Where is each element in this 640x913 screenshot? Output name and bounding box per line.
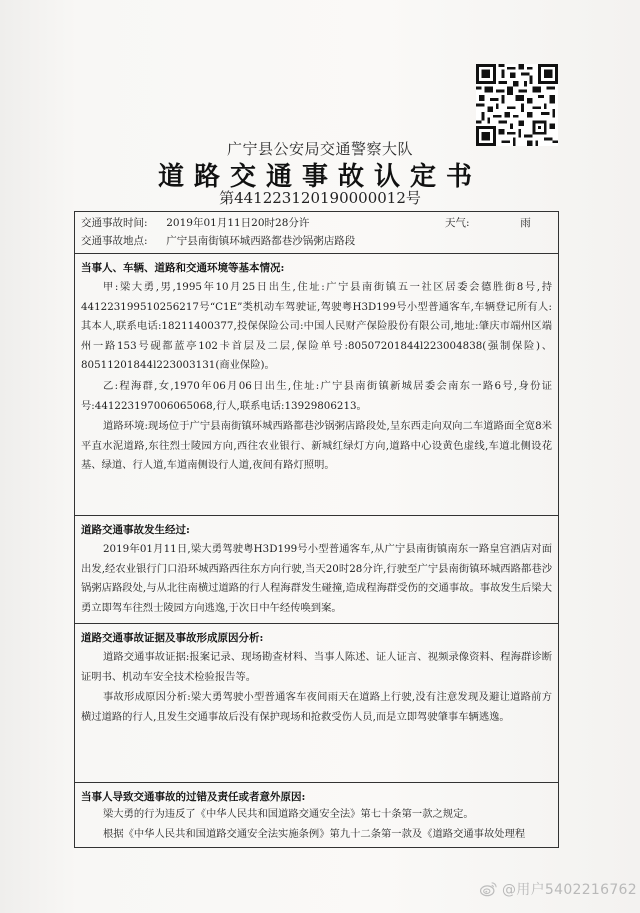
party-b-info: 乙:程海群,女,1970年06月06日出生,住址:广宁县南街镇新城居委会南东一路6号,身份证号:441223197006065068,行人,联系电话:13929806213。	[81, 380, 552, 412]
section-basic-info-title: 当事人、车辆、道路和交通环境等基本情况:	[81, 262, 285, 274]
weibo-icon	[480, 881, 498, 897]
accident-place-label: 交通事故地点:	[81, 235, 148, 247]
accident-time-row	[81, 216, 309, 230]
qr-code	[476, 64, 558, 146]
party-a-info: 甲:梁大勇,男,1995年10月25日出生,住址:广宁县南街镇五一社区居委会德胜街8号,持441223199510256217号“C1E”类机动车驾驶证,驾驶粤H3D199号小型普通客车,车辆登记所有人:其本人,联系电话:18211400377,投保保险公司:中国人民财产保险股份有限公司,地址:肇庆市端州区端州一路153号砚都蓝亭102卡首层及二层,保险单号:80507201844l223004838(强制保险)、80511201844l223003131(商业保险)。	[81, 281, 552, 372]
section-evidence-title: 道路交通事故证据及事故形成原因分析:	[81, 632, 264, 644]
fault-line-1: 梁大勇的行为违反了《中华人民共和国道路交通安全法》第七十条第一款之规定。	[103, 808, 474, 820]
section-evidence	[75, 623, 558, 782]
qr-code-icon	[476, 64, 558, 146]
accident-place-value: 广宁县南街镇环城西路都巷沙锅粥店路段	[166, 235, 356, 247]
accident-time-label: 交通事故时间:	[81, 217, 148, 229]
weibo-watermark	[480, 879, 637, 899]
section-fault-title: 当事人导致交通事故的过错及责任或者意外原因:	[81, 791, 306, 803]
cause-analysis-text: 事故形成原因分析:梁大勇驾驶小型普通客车夜间雨天在道路上行驶,没有注意发现及避让道路前方横过道路的行人,且发生交通事故后没有保护现场和抢救受伤人员,而是立即驾驶肇事车辆逃逸。	[81, 691, 552, 723]
weather-row	[445, 216, 531, 230]
section-basic-info	[75, 253, 558, 515]
header-rows	[75, 212, 558, 253]
fault-line-2: 根据《中华人民共和国道路交通安全法实施条例》第九十二条第一款及《道路交通事故处理程	[103, 828, 526, 840]
section-course-title: 道路交通事故发生经过:	[81, 524, 190, 536]
document-number: 第441223120190000012号	[219, 189, 421, 207]
accident-report-table	[74, 211, 559, 848]
weather-label: 天气:	[445, 217, 470, 229]
section-course	[75, 515, 558, 623]
document-title: 道路交通事故认定书	[157, 162, 482, 192]
watermark-text: @用户5402216762	[502, 882, 637, 898]
road-environment: 道路环境:现场位于广宁县南街镇环城西路都巷沙锅粥店路段处,呈东西走向双向二车道路面全宽8米平直水泥道路,东往烈士陵园方向,西往农业银行、新城红绿灯方向,道路中心设黄色虚线,车道北侧设花基、绿道、行人道,车道南侧设行人道,夜间有路灯照明。	[81, 420, 552, 472]
issuing-agency: 广宁县公安局交通警察大队	[226, 140, 413, 158]
course-text: 2019年01月11日,梁大勇驾驶粤H3D199号小型普通客车,从广宁县南街镇南东一路皇宫酒店对面出发,经农业银行门口沿环城西路西往东方向行驶,当天20时28分许,行驶至广宁县南街镇环城西路都巷沙锅粥店路段处,与从北往南横过道路的行人程海群发生碰撞,造成程海群受伤的交通事故。事故发生后梁大勇立即驾车往烈士陵园方向逃逸,于次日中午经传唤到案。	[81, 543, 552, 614]
section-fault	[75, 782, 558, 847]
evidence-text: 道路交通事故证据:报案记录、现场勘查材料、当事人陈述、证人证言、视频录像资料、程海群诊断证明书、机动车安全技术检验报告等。	[81, 651, 552, 683]
weather-value: 雨	[520, 217, 531, 229]
accident-place-row	[81, 234, 355, 248]
accident-time-value: 2019年01月11日20时28分许	[166, 217, 310, 229]
